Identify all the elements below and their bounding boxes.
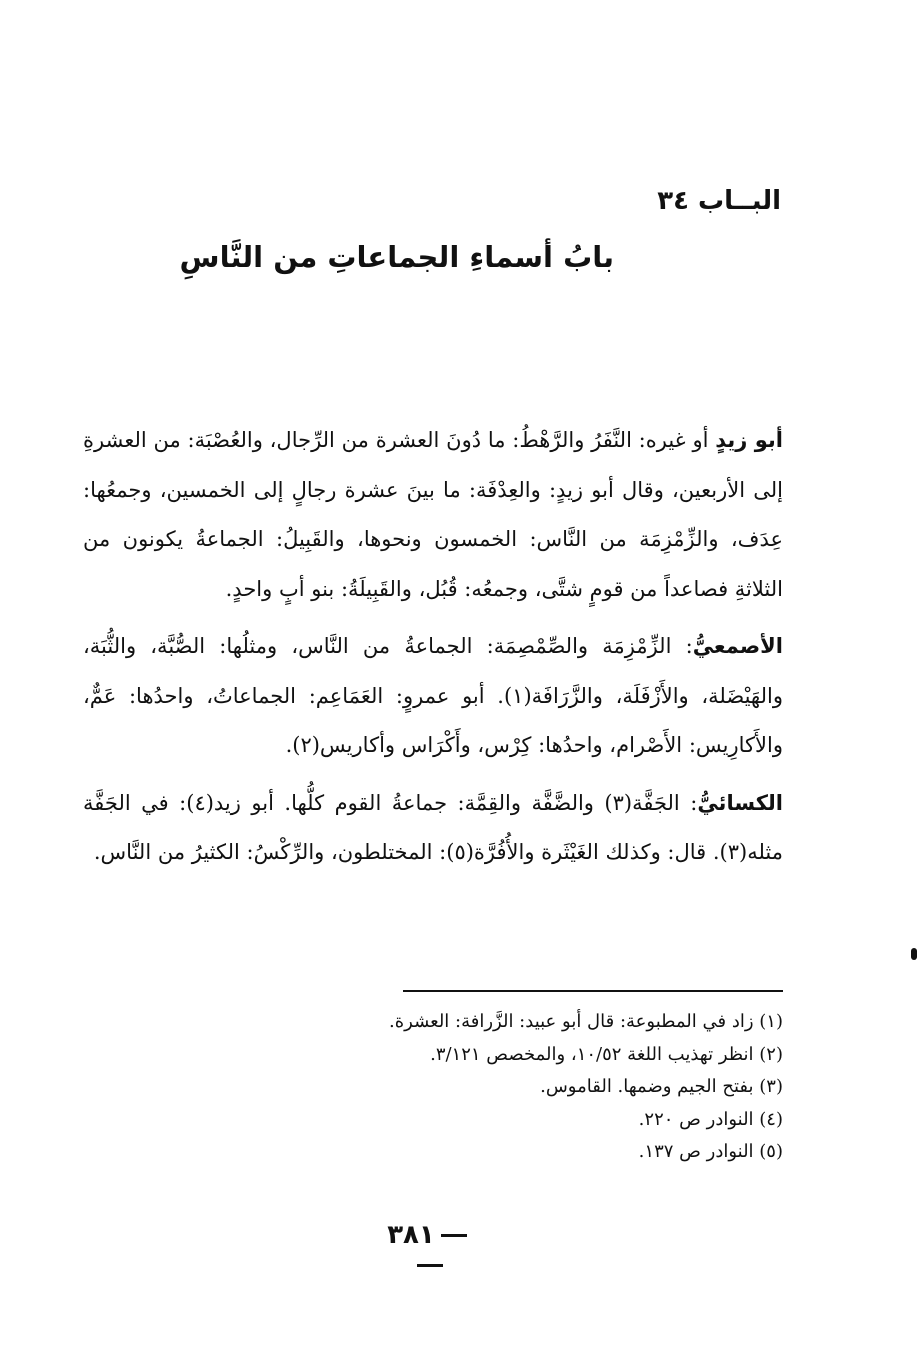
footnote-4: (٤) النوادر ص ٢٢٠. xyxy=(638,1108,783,1130)
footnote-5: (٥) النوادر ص ١٣٧. xyxy=(638,1141,783,1162)
scan-edge-mark xyxy=(911,948,917,960)
speaker-name: الكسائيُّ xyxy=(697,790,783,815)
paragraph-text: : الزِّمْزِمَة والصِّمْصِمَة: الجماعةُ من النَّاس، ومثلُها: الصُّبَّة، والثُّبَة، والهَيْضَلة، والأَزْفَلَة، والزَّرَافَة(١). أبو عمروٍ: العَمَاعِم: الجماعاتُ، واحدُها: عَمٌّ، والأَكارِيس: الأَصْرام، واحدُها: كِرْس، وأَكْرَاس وأكاريس(٢). xyxy=(83,634,783,757)
speaker-name: الأصمعيُّ xyxy=(692,634,783,658)
footnote-2: (٢) انظر تهذيب اللغة ١٠/٥٢، والمخصص ٣/١٢١. xyxy=(430,1043,783,1065)
dash-right xyxy=(417,1264,443,1267)
paragraph-kisai xyxy=(83,779,783,878)
footnote-1: (١) زاد في المطبوعة: قال أبو عبيد: الزَّرافة: العشرة. xyxy=(389,1011,783,1032)
footnotes xyxy=(283,1006,783,1169)
dash-left xyxy=(441,1234,467,1237)
paragraph-asmai xyxy=(83,622,783,771)
page-number-value: ٣٨١ xyxy=(387,1220,435,1250)
footnote-3: (٣) بفتح الجيم وضمها. القاموس. xyxy=(540,1076,783,1097)
paragraph-text: أو غيره: النَّفَرُ والرَّهْطُ: ما دُونَ العشرة من الرِّجال، والعُصْبَة: من العشرةِ إلى الأربعين، وقال أبو زيدٍ: والعِدْفَة: ما بينَ عشرة رجالٍ إلى الخمسين، وجمعُها: عِدَف، والزِّمْزِمَة من النَّاس: الخمسون ونحوها، والقَبِيلُ: الجماعةُ يكونون من الثلاثةِ فصاعداً من قومٍ شتَّى، وجمعُه: قُبُل، والقَبِيلَةُ: بنو أبٍ واحدٍ. xyxy=(83,428,783,601)
paragraph-abu-zayd xyxy=(83,416,783,614)
paragraph-text: : الجَفَّة(٣) والضَّفَّة والقِمَّة: جماعةُ القوم كلُّها. أبو زيد(٤): في الجَفَّة مثله(٣). قال: وكذلك الغَيْثَرة والأُفُرَّة(٥): المختلطون، والرِّكْسُ: الكثيرُ من النَّاس. xyxy=(83,790,783,864)
footnote-divider xyxy=(403,990,783,992)
body-text xyxy=(83,416,783,886)
chapter-label: البــاب ٣٤ xyxy=(657,186,781,216)
chapter-title: بابُ أسماءِ الجماعاتِ من النَّاسِ xyxy=(179,240,614,274)
page-number xyxy=(370,1220,490,1280)
speaker-name: أبو زيدٍ xyxy=(715,428,783,452)
